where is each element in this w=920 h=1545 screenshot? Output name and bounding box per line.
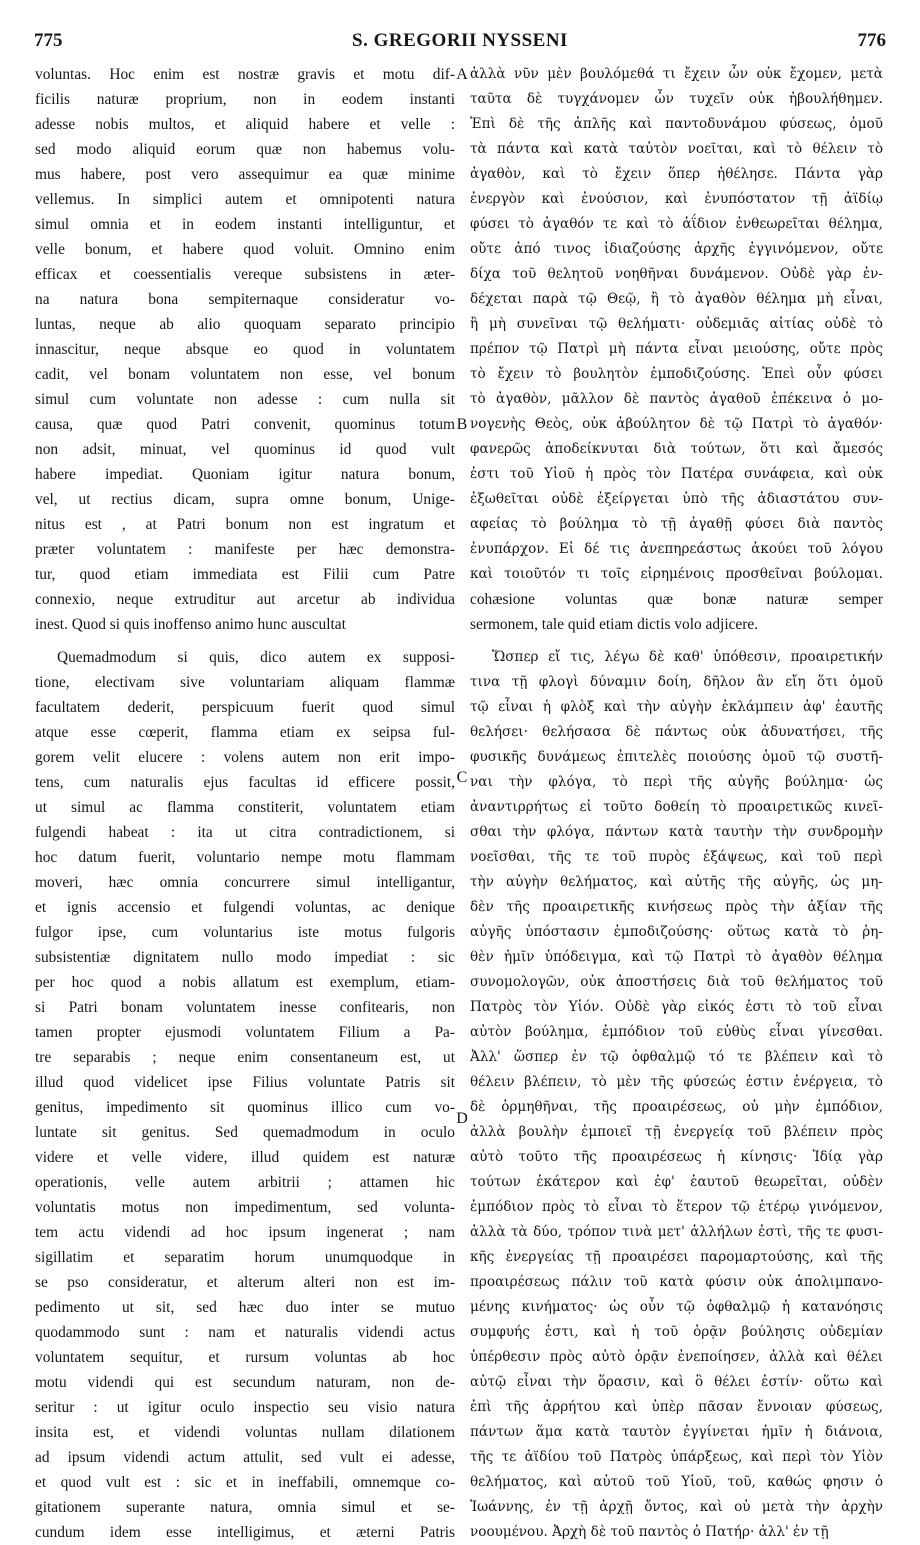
page-number-right: 776 — [857, 30, 886, 51]
latin-text-line: velle bonum, et habere quod voluit. Omnino enim — [35, 241, 455, 258]
greek-text-line: ἀλλὰ νῦν μὲν βουλόμεθά τι ἔχειν ὧν οὐκ ἔχομεν, μετὰ — [470, 66, 883, 82]
latin-text-line: cadit, vel bonam voluntatem non esse, vel bonum — [35, 366, 455, 383]
greek-text-line: οὔτε ἀπό τινος ἰδιαζούσης ἀρχῆς ἐγγινόμενον, οὔτε — [470, 241, 883, 257]
latin-text-line: quodammodo sunt : nam et naturalis videndi actus — [35, 1324, 455, 1341]
greek-text-line: μένης κινήματος· ὡς οὖν τῷ ὀφθαλμῷ ἡ κατανόησις — [470, 1299, 883, 1315]
greek-text-line: συμφυής ἐστι, καὶ ἡ τοῦ ὁρᾷν βούλησις οὐδεμίαν — [470, 1324, 883, 1340]
page-number-left: 775 — [34, 30, 63, 51]
latin-text-line: adesse nobis multos, et aliquid habere et velle : — [35, 116, 455, 133]
greek-text-line: Πατρὸς τὸν Υἱόν. Οὐδὲ γὰρ εἰκός ἐστι τὸ τοῦ εἶναι — [470, 999, 883, 1015]
latin-text-line: insita est, et videndi voluntas nullam dilationem — [35, 1424, 455, 1441]
greek-text-line: τῆς τε ἀϊδίου τοῦ Πατρὸς ὑπάρξεως, καὶ περὶ τὸν Υἱὸν — [470, 1449, 883, 1465]
greek-text-line: σθαι τὴν φλόγα, πάντων κατὰ ταυτὴν τὴν συνδρομὴν — [470, 824, 883, 840]
running-title: S. GREGORII NYSSENI — [352, 30, 568, 51]
greek-text-line: cohæsione voluntas quæ bonæ naturæ semper — [470, 591, 883, 608]
greek-text-line: Ἐπὶ δὲ τῆς ἁπλῆς καὶ παντοδυνάμου φύσεως, ὁμοῦ — [470, 116, 883, 132]
greek-column — [470, 62, 883, 1545]
greek-text-line: κῆς ἐνεργείας τῇ προαιρέσει παρομαρτούσης, καὶ τῆς — [470, 1249, 883, 1265]
latin-text-line: voluntatem sequitur, et rursum voluntas ab hoc — [35, 1349, 455, 1366]
latin-text-line: atque esse cœperit, flamma etiam ex seipsa ful- — [35, 724, 455, 741]
greek-text-line: νοουμένου. Ἀρχὴ δὲ τοῦ παντὸς ὁ Πατήρ· ἀλλ' ἐν τῇ — [470, 1524, 829, 1540]
greek-text-line: Ὥσπερ εἴ τις, λέγω δὲ καθ' ὑπόθεσιν, προαιρετικήν — [492, 649, 883, 665]
greek-text-line: ἀλλὰ τὰ δύο, τρόπον τινὰ μετ' ἀλλήλων ἐστὶ, τῆς τε φυσι- — [470, 1224, 883, 1240]
latin-text-line: videre et velle videre, illud quidem est naturæ — [35, 1149, 455, 1166]
greek-text-line: τούτων ἑκάτερον καὶ ἐφ' ἑαυτοῦ θεωρεῖται, οὐδὲν — [470, 1174, 883, 1190]
greek-text-line: τὸ ἔχειν τὸ βουλητὸν ἐμποδιζούσης. Ἐπεὶ οὖν φύσει — [470, 366, 883, 382]
greek-text-line: αὐτὸ τοῦτο τῆς προαιρέσεως ἡ κίνησις· Ἰδίᾳ γὰρ — [470, 1149, 883, 1165]
greek-text-line: συνομολογῶν, οὐκ ἀποστήσεις διὰ τοῦ θελήματος τοῦ — [470, 974, 883, 990]
latin-text-line: ficilis naturæ proprium, non in eodem instanti — [35, 91, 455, 108]
latin-text-line: se pso consideratur, et alterum alteri non est im- — [35, 1274, 455, 1291]
latin-text-line: tur, quod etiam immediata est Filii cum Patre — [35, 566, 455, 583]
greek-text-line: αὐτὸν βούλημα, ἐμπόδιον τοῦ εὐθὺς εἶναι γίνεσθαι. — [470, 1024, 883, 1040]
latin-text-line: efficax et coessentialis vereque subsistens in æter- — [35, 266, 455, 283]
latin-text-line: tre separabis ; neque enim consentaneum est, ut — [35, 1049, 455, 1066]
latin-text-line: cundum idem esse intelligimus, et æterni Patris — [35, 1524, 455, 1541]
latin-text-line: ad ipsum videndi actum attulit, sed vult ei adesse, — [35, 1449, 455, 1466]
latin-text-line: et quod vult est : sic et in ineffabili, omnemque co- — [35, 1474, 455, 1491]
latin-text-line: nitus est , at Patri bonum non est ingratum et — [35, 516, 455, 533]
margin-marker-c: C — [456, 769, 468, 786]
greek-text-line: θελήματος, καὶ αὐτοῦ τοῦ Υἱοῦ, τοῦ, καθώς φησιν ὁ — [470, 1474, 883, 1490]
latin-text-line: motu videndi qui est secundum naturam, non de- — [35, 1374, 455, 1391]
greek-text-line: ἐνυπάρχον. Εἰ δέ τις ἀνεπηρεάστως ἀκούει τοῦ λόγου — [470, 541, 883, 557]
latin-text-line: gitationem superante natura, omnia simul et se- — [35, 1499, 455, 1516]
greek-text-line: ἐστι τοῦ Υἱοῦ ἡ πρὸς τὸν Πατέρα συνάφεια, καὶ οὐκ — [470, 466, 883, 482]
latin-text-line: luntas, neque ab alio quoquam separato principio — [35, 316, 455, 333]
latin-text-line: si Patri bonam voluntatem inesse confitearis, non — [35, 999, 455, 1016]
latin-text-line: pedimento ut sit, sed hæc duo inter se mutuo — [35, 1299, 455, 1316]
latin-text-line: hoc datum fuerit, voluntario nempe motu flammam — [35, 849, 455, 866]
greek-text-line: τὸ ἀγαθὸν, μᾶλλον δὲ παντὸς ἀγαθοῦ ἐπέκεινα ὁ μο- — [470, 391, 883, 407]
latin-text-line: Quemadmodum si quis, dico autem ex supposi- — [57, 649, 455, 666]
greek-text-line: φυσικῆς δυνάμεως ἐπιτελὲς ποιούσης ὁμοῦ τῷ συστῆ- — [470, 749, 883, 765]
greek-text-line: δὲ ὁρμηθῆναι, τῆς προαιρέσεως, οὐ μὴν ἐμπόδιον, — [470, 1099, 883, 1115]
margin-marker-b: B — [456, 416, 468, 433]
greek-text-line: αὐγῆς ὑπόστασιν ἐμποδιζούσης· οὕτως κατὰ τὸ ῥη- — [470, 924, 883, 940]
greek-text-line: Ἀλλ' ὥσπερ ἐν τῷ ὀφθαλμῷ τό τε βλέπειν καὶ τὸ — [470, 1049, 883, 1065]
latin-text-line: tione, electivam sive voluntariam aliquam flammæ — [35, 674, 455, 691]
margin-marker-d: D — [456, 1110, 468, 1127]
latin-text-line: subsistentiæ dignitatem nullo modo impediat : sic — [35, 949, 455, 966]
greek-text-line: αὐτῷ εἶναι τὴν ὅρασιν, καὶ ὃ θέλει ἐστίν· οὕτω καὶ — [470, 1374, 883, 1390]
greek-text-line: αφείας τὸ βούλημα τὸ τῇ ἀγαθῇ φύσει διὰ παντὸς — [470, 516, 883, 532]
greek-text-line: προαιρέσεως πάλιν τοῦ κατὰ φύσιν οὐκ ἀπολιμπανο- — [470, 1274, 883, 1290]
latin-text-line: voluntatis motus non impedimentum, sed volunta- — [35, 1199, 455, 1216]
greek-text-line: ἀναντιρρήτως εἰ τοῦτο δοθείη τὸ προαιρετικῶς κινεῖ- — [470, 799, 883, 815]
greek-text-line: φύσει τὸ ἀγαθόν τε καὶ τὸ ἀΐδιον ἐνθεωρεῖται θέλημα, — [470, 216, 883, 232]
greek-text-line: τινα τῇ φλογὶ δύναμιν δοίη, δῆλον ἂν εἴη ὅτι ὁμοῦ — [470, 674, 883, 690]
latin-text-line: habere impediat. Quoniam igitur natura bonum, — [35, 466, 455, 483]
greek-text-line: ταῦτα δὲ τυγχάνομεν ὧν τυχεῖν οὐκ ἠβουλήθημεν. — [470, 91, 883, 107]
latin-text-line: fulgendi habeat : ita ut citra contradictionem, si — [35, 824, 455, 841]
latin-text-line: vel, ut rectius dicam, supra omne bonum, Unige- — [35, 491, 455, 508]
greek-text-line: τῷ εἶναι ἡ φλὸξ καὶ τὴν αὐγὴν ἐκλάμπειν ἀφ' ἑαυτῆς — [470, 699, 883, 715]
latin-text-line: tamen propter ejusmodi voluntatem Filium a Pa- — [35, 1024, 455, 1041]
latin-text-line: facultatem dederit, perspicuum fuerit quod simul — [35, 699, 455, 716]
latin-text-line: gorem velit elucere : volens autem non erit impo- — [35, 749, 455, 766]
latin-text-line: tem actu videndi ad hoc ipsum ingenerat ; nam — [35, 1224, 455, 1241]
latin-text-line: simul cum voluntate non adesse : cum nulla sit — [35, 391, 455, 408]
margin-marker-a: A — [456, 66, 468, 83]
latin-text-line: sigillatim et separatim horum unumquodque in — [35, 1249, 455, 1266]
latin-text-line: na natura bona sempiternaque consideratur vo- — [35, 291, 455, 308]
greek-text-line: ἐμπόδιον πρὸς τὸ εἶναι τὸ ἕτερον τῷ ἑτέρῳ γινόμενον, — [470, 1199, 883, 1215]
latin-text-line: ut simul ac flamma constiterit, voluntatem etiam — [35, 799, 455, 816]
greek-text-line: ἀλλὰ βουλὴν ἐμποιεῖ τῇ ἐνεργείᾳ τοῦ βλέπειν πρὸς — [470, 1124, 883, 1140]
latin-text-line: operationis, velle autem arbitrii ; attamen hic — [35, 1174, 455, 1191]
greek-text-line: θελήσει· θελήσασα δὲ πάντως οὐκ ἀδυνατήσει, τῆς — [470, 724, 883, 740]
latin-text-line: connexio, neque extruditur aut arcetur ab individua — [35, 591, 455, 608]
latin-text-line: non adsit, minuat, vel quominus id quod vult — [35, 441, 455, 458]
greek-text-line: ἐξωθεῖται οὐδὲ ἐξείργεται ὑπὸ τῆς ἀδιαστάτου συν- — [470, 491, 883, 507]
greek-text-line: τὰ πάντα καὶ κατὰ ταὐτὸν νοεῖται, καὶ τὸ θέλειν τὸ — [470, 141, 883, 157]
greek-text-line: νοεῖσθαι, τῆς τε τοῦ πυρὸς ἐξάψεως, καὶ τοῦ περὶ — [470, 849, 883, 865]
latin-text-line: præter voluntatem : manifeste per hæc demonstra- — [35, 541, 455, 558]
page-header — [34, 30, 886, 60]
greek-text-line: καὶ τοιοῦτόν τι τοῖς εἰρημένοις προσθεῖναι βούλομαι. — [470, 566, 883, 582]
greek-text-line: νογενὴς Θεὸς, οὐκ ἀβούλητον δὲ τῷ Πατρὶ τὸ ἀγαθόν· — [470, 416, 883, 432]
greek-text-line: Ἰωάννης, ἐν τῇ ἀρχῇ ὄντος, καὶ οὐ μετὰ τὴν ἀρχὴν — [470, 1499, 883, 1515]
latin-text-line: sed modo aliquid eorum quæ non habemus volu- — [35, 141, 455, 158]
greek-text-line: sermonem, tale quid etiam dictis volo adjicere. — [470, 616, 759, 633]
greek-text-line: ἐνεργὸν καὶ ἐνούσιον, καὶ ἐνυπόστατον τῇ ἀϊδίῳ — [470, 191, 883, 207]
latin-text-line: illud quod videlicet ipse Filius voluntate Patris sit — [35, 1074, 455, 1091]
greek-text-line: ὑπέρθεσιν πρὸς αὐτὸ ὁρᾷν ἐνεποίησεν, ἀλλὰ καὶ θέλει — [470, 1349, 883, 1365]
latin-text-line: mus habere, post vero assequimur ea quæ minime — [35, 166, 455, 183]
greek-text-line: θὲν ἡμῖν ὑπόδειγμα, καὶ τῷ Πατρὶ τὸ ἀγαθὸν θέλημα — [470, 949, 883, 965]
latin-column — [35, 62, 455, 1545]
greek-text-line: θέλειν βλέπειν, τὸ μὲν τῆς φύσεώς ἐστιν ἐνέργεια, τὸ — [470, 1074, 883, 1090]
greek-text-line: πάντων ἅμα κατὰ ταυτὸν ἐγγίνεται ἡμῖν ἡ διάνοια, — [470, 1424, 883, 1440]
latin-text-line: voluntas. Hoc enim est nostræ gravis et motu dif- — [35, 66, 455, 83]
latin-text-line: seritur : ut igitur oculo inspectio seu visio natura — [35, 1399, 455, 1416]
latin-text-line: innascitur, neque absque eo quod in voluntatem — [35, 341, 455, 358]
greek-text-line: δέχεται παρὰ τῷ Θεῷ, ἢ τὸ ἀγαθὸν θέλημα μὴ εἶναι, — [470, 291, 883, 307]
greek-text-line: ναι τὴν φλόγα, τὸ περὶ τῆς αὐγῆς βούλημα· ὡς — [470, 774, 883, 790]
latin-text-line: per hoc quod a nobis allatum est exemplum, etiam- — [35, 974, 455, 991]
latin-text-line: vellemus. In simplici autem et omnipotenti natura — [35, 191, 455, 208]
greek-text-line: ἀγαθὸν, καὶ τὸ ἔχειν ὅπερ ἠθέλησε. Πάντα γὰρ — [470, 166, 883, 182]
greek-text-line: φανερῶς ἀποδείκνυται διὰ τούτων, ὅτι καὶ ἄμεσός — [470, 441, 883, 457]
greek-text-line: τὴν αὐγὴν θελήματος, καὶ αὐτῆς τῆς αὐγῆς, ὡς μη- — [470, 874, 883, 890]
latin-text-line: et ignis accensio et fulgendi voluntas, ac denique — [35, 899, 455, 916]
greek-text-line: δὲν τῆς προαιρετικῆς κινήσεως πρὸς τὴν ἀξίαν τῆς — [470, 899, 883, 915]
latin-text-line: inest. Quod si quis inoffenso animo hunc auscultat — [35, 616, 346, 633]
greek-text-line: πρέπον τῷ Πατρὶ μὴ πάντα εἶναι μειούσης, οὔτε πρὸς — [470, 341, 883, 357]
latin-text-line: luntate sit genitus. Sed quemadmodum in oculo — [35, 1124, 455, 1141]
latin-text-line: tens, cum naturalis ejus facultas id efficere possit, — [35, 774, 455, 791]
latin-text-line: causa, quæ quod Patri convenit, quominus totum — [35, 416, 455, 433]
latin-text-line: simul omnia et in eodem instanti intelliguntur, et — [35, 216, 455, 233]
greek-text-line: ἢ μὴ συνεῖναι τῷ θελήματι· οὐδεμιᾶς αἰτίας οὐδὲ τὸ — [470, 316, 883, 332]
latin-text-line: moveri, hæc omnia concurrere simul intelligantur, — [35, 874, 455, 891]
latin-text-line: genitus, impedimento sit quominus illico cum vo- — [35, 1099, 455, 1116]
latin-text-line: fulgor ipse, cum voluntarius iste motus fulgoris — [35, 924, 455, 941]
greek-text-line: δίχα τοῦ θελητοῦ νοηθῆναι δυνάμενον. Οὐδὲ γὰρ ἐν- — [470, 266, 883, 282]
greek-text-line: ἐπὶ τῆς ἀρρήτου καὶ ὑπὲρ πᾶσαν ἔννοιαν φύσεως, — [470, 1399, 883, 1415]
